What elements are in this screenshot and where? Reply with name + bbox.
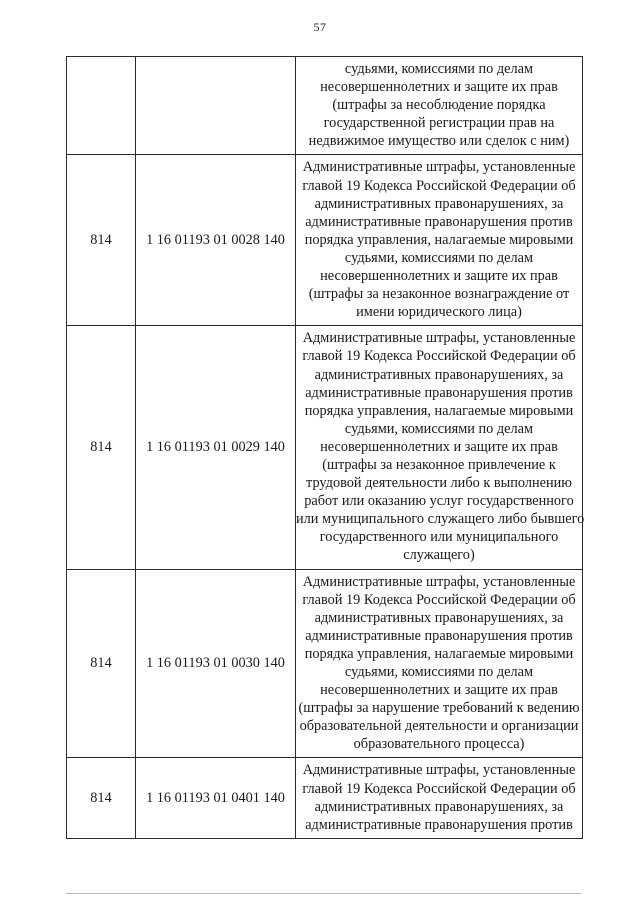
description-line: образовательного процесса) (353, 736, 525, 753)
description-text (296, 326, 585, 568)
revenue-description-cell (296, 569, 583, 758)
description-line: главой 19 Кодекса Российской Федерации об (302, 780, 576, 797)
description-line: административные правонарушения против (305, 213, 573, 230)
description-text (296, 570, 582, 758)
description-line: административных правонарушениях, за (314, 798, 564, 815)
description-line: административные правонарушения против (305, 384, 573, 401)
description-line: административных правонарушениях, за (314, 609, 564, 626)
description-line: образовательной деятельности и организации (299, 718, 579, 735)
description-line: трудовой деятельности либо к выполнению (306, 475, 572, 492)
description-line: служащего) (403, 547, 475, 564)
description-text (296, 155, 582, 325)
description-line: (штрафы за незаконное вознаграждение от (308, 286, 570, 303)
description-line: или муниципального служащего либо бывшего (296, 511, 585, 528)
description-line: порядка управления, налагаемые мировыми (304, 645, 574, 662)
revenue-description-cell (296, 326, 583, 569)
table-row (67, 758, 583, 838)
description-line: несовершеннолетних и защите их прав (320, 268, 558, 285)
description-line: государственной регистрации прав на (323, 115, 555, 132)
table-row (67, 569, 583, 758)
description-line: главой 19 Кодекса Российской Федерации об (302, 591, 576, 608)
description-line: (штрафы за нарушение требований к ведению (298, 700, 580, 717)
table-row (67, 326, 583, 569)
description-line: судьями, комиссиями по делам (344, 249, 534, 266)
description-line: Административные штрафы, установленные (302, 159, 576, 176)
description-line: судьями, комиссиями по делам (344, 61, 534, 77)
description-text (296, 758, 582, 837)
revenue-description-cell (296, 155, 583, 326)
budget-classification-code-cell: 1 16 01193 01 0030 140 (136, 569, 296, 758)
budget-classification-code-cell: 1 16 01193 01 0401 140 (136, 758, 296, 838)
description-line: (штрафы за несоблюдение порядка (332, 97, 546, 114)
description-line: Административные штрафы, установленные (302, 573, 576, 590)
revenue-description-cell (296, 758, 583, 838)
description-line: недвижимое имущество или сделок с ним) (308, 133, 570, 150)
description-line: административные правонарушения против (305, 816, 573, 833)
table-row (67, 57, 583, 155)
revenue-codes-table (66, 56, 583, 839)
description-line: (штрафы за незаконное привлечение к (322, 456, 556, 473)
description-line: административных правонарушениях, за (314, 195, 564, 212)
description-line: Административные штрафы, установленные (302, 330, 576, 347)
revenue-description-cell (296, 57, 583, 155)
description-line: несовершеннолетних и защите их прав (320, 79, 558, 96)
description-text (296, 57, 582, 154)
description-line: главой 19 Кодекса Российской Федерации об (302, 348, 576, 365)
admin-code-cell: 814 (67, 569, 136, 758)
description-line: судьями, комиссиями по делам (344, 420, 534, 437)
table-row (67, 155, 583, 326)
budget-classification-code-cell (136, 57, 296, 155)
description-line: административных правонарушениях, за (314, 366, 564, 383)
admin-code-cell: 814 (67, 155, 136, 326)
table-body (67, 57, 583, 839)
description-line: работ или оказанию услуг государственного (304, 493, 574, 510)
description-line: имени юридического лица) (356, 304, 522, 321)
description-line: Административные штрафы, установленные (302, 762, 576, 779)
description-line: административные правонарушения против (305, 627, 573, 644)
budget-classification-code-cell: 1 16 01193 01 0028 140 (136, 155, 296, 326)
description-line: несовершеннолетних и защите их прав (320, 438, 558, 455)
description-line: порядка управления, налагаемые мировыми (304, 402, 574, 419)
admin-code-cell: 814 (67, 326, 136, 569)
description-line: главой 19 Кодекса Российской Федерации об (302, 177, 576, 194)
description-line: порядка управления, налагаемые мировыми (304, 231, 574, 248)
admin-code-cell: 814 (67, 758, 136, 838)
admin-code-cell (67, 57, 136, 155)
description-line: несовершеннолетних и защите их прав (320, 682, 558, 699)
page-number: 57 (313, 20, 327, 34)
description-line: судьями, комиссиями по делам (344, 664, 534, 680)
description-line: государственного или муниципального (319, 529, 559, 546)
budget-classification-code-cell: 1 16 01193 01 0029 140 (136, 326, 296, 569)
footer-divider (66, 893, 581, 894)
